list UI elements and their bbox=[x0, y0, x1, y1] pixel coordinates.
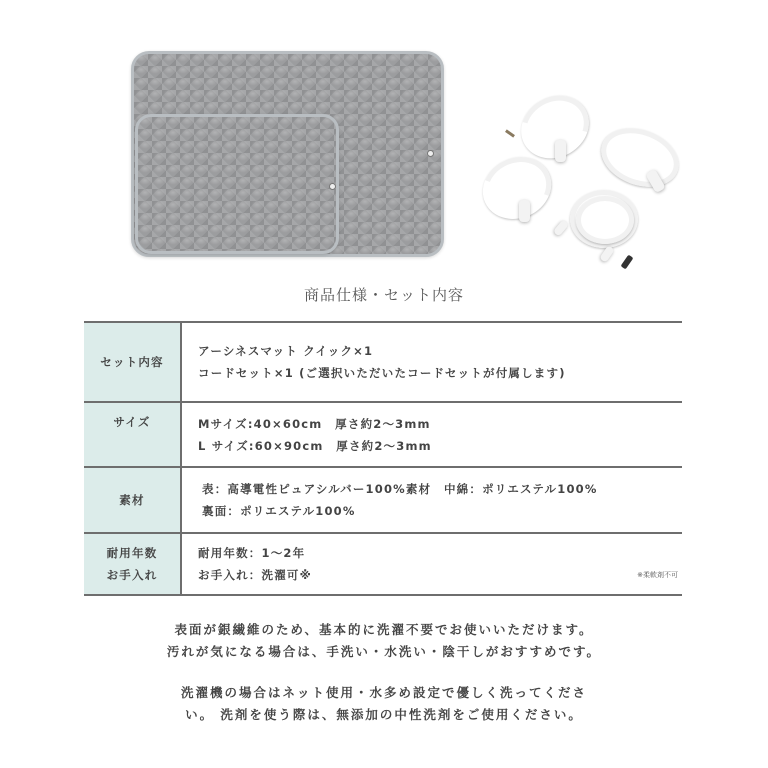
table-row-set-contents bbox=[84, 322, 682, 402]
row-value: アーシネスマット クイック×1 コードセット×1 (ご選択いただいたコードセットが付属します) bbox=[181, 322, 682, 402]
row-header: サイズ bbox=[84, 402, 181, 467]
row-header: 耐用年数 お手入れ bbox=[84, 533, 181, 595]
row-header: セット内容 bbox=[84, 322, 181, 402]
table-row-size bbox=[84, 402, 682, 467]
row-header: 素材 bbox=[84, 467, 181, 533]
cord-icon bbox=[576, 196, 634, 244]
row-value: 耐用年数：1〜2年 お手入れ：洗濯可※ ※柔軟剤不可 bbox=[181, 533, 682, 595]
medium-mat-image bbox=[135, 114, 339, 254]
fabric-softener-note: ※柔軟剤不可 bbox=[637, 571, 678, 579]
cord-icon bbox=[593, 118, 687, 197]
section-title: 商品仕様・セット内容 bbox=[303, 286, 464, 304]
description-paragraph-2: 洗濯機の場合はネット使用・水多め設定で優しく洗ってくださ い。 洗剤を使う際は、無添加の中性洗剤をご使用ください。 bbox=[180, 685, 587, 722]
row-value: 表：高導電性ピュアシルバー100%素材 中綿：ポリエステル100% 裏面：ポリエステル100% bbox=[181, 467, 682, 533]
jack-pin-icon bbox=[505, 129, 515, 137]
description-paragraph-1: 表面が銀繊維のため、基本的に洗濯不要でお使いいただけます。 汚れが気になる場合は、手洗い・水洗い・陰干しがおすすめです。 bbox=[166, 622, 602, 659]
snap-button-icon bbox=[427, 150, 434, 157]
snap-button-icon bbox=[329, 183, 336, 190]
table-row-care bbox=[84, 533, 682, 595]
plug-icon bbox=[519, 200, 530, 222]
spec-table bbox=[84, 321, 682, 596]
plug-icon bbox=[553, 219, 569, 236]
row-value: Mサイズ:40×60cm 厚さ約2〜3mm L サイズ:60×90cm 厚さ約2〜3mm bbox=[181, 402, 682, 467]
plug-icon bbox=[555, 140, 566, 162]
table-row-material bbox=[84, 467, 682, 533]
alligator-clip-icon bbox=[621, 255, 634, 270]
